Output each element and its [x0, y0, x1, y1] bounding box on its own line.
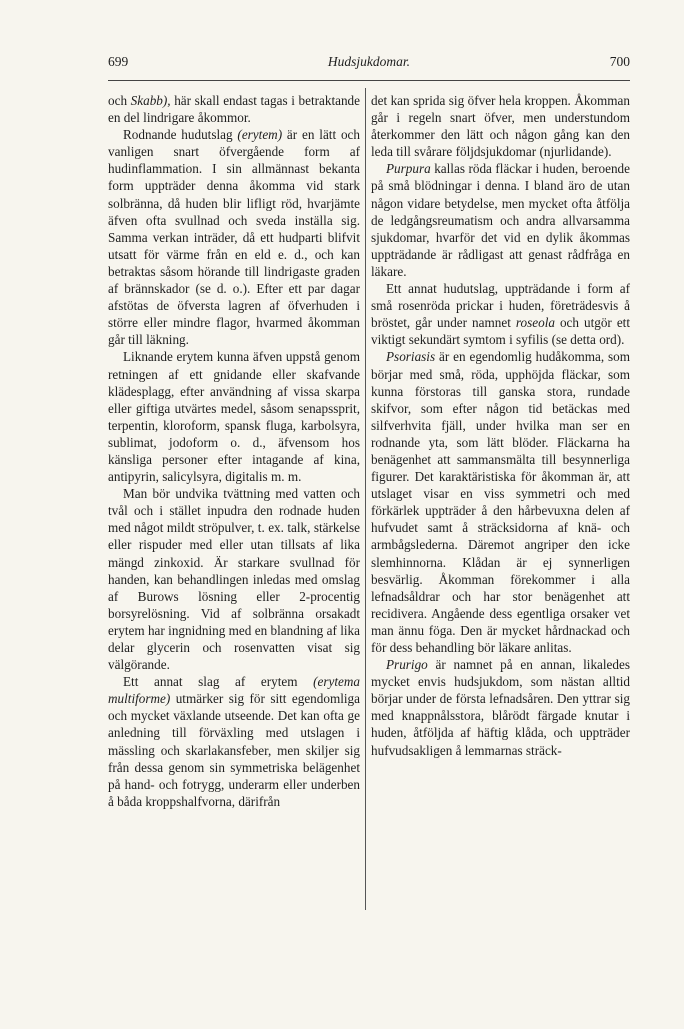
- paragraph-psoriasis: Psoriasis är en egendomlig hudåkomma, som börjar med små, röda, upphöjda fläckar, som kunna förstoras till ganska stora, rundade skifvor, som efter någon tid betäckas med silfverhvita fjäll, under hvilka man ser en rodnande yta, som lätt blöder. Fläckarna ha benägenhet att sammansmälta till besynnerliga figurer. Det karaktäristiska för åkomman är, att utslaget visar en viss symmetri och med förkärlek uppträder å den hårbevuxna delen af hufvudet samt å sträcksidorna af knä- och armbågslederna. Däremot angriper den icke slemhinnorna. Klådan är ej synnerligen besvärlig. Åkomman förekommer i alla lefnadsåldrar och har stor benägenhet att recidivera. Angående dess egentliga orsaker vet man ännu föga. Den är mycket hårdnackad och för dess behandling bör läkare anlitas.: [371, 349, 630, 655]
- paragraph-continuation-right: det kan sprida sig öfver hela kroppen. Åkomman går i regeln snart öfver, men understundom återkommer den lätt och någon gång kan den leda till svårare följdsjukdomar (njurlidande).: [371, 93, 630, 160]
- page-number-right: 700: [609, 54, 630, 69]
- column-divider: [365, 88, 366, 910]
- header-rule: [108, 80, 630, 81]
- paragraph-liknande-erytem: Liknande erytem kunna äfven uppstå genom retningen af ett gnidande eller skafvande klädesplagg, efter användning af vissa skarpa eller giftiga utvärtes medel, såsom senapssprit, terpentin, kloroform, spansk fluga, karbolsyra, sublimat, jodoform o. d., äfvensom hos känsliga personer efter intagande af kina, antipyrin, salicylsyra, digitalis m. m.: [108, 349, 360, 485]
- paragraph-purpura: Purpura kallas röda fläckar i huden, beroende på små blödningar i denna. I bland äro de utan någon vidare betydelse, men mycket ofta åtfölja de ledgångsreumatism och andra allvarsamma sjukdomar, hvarför det vid en dylik åkommas uppträdande är rådligast att genast rådfråga en läkare.: [371, 161, 630, 279]
- paragraph-prurigo: Prurigo är namnet på en annan, likaledes mycket envis hudsjukdom, som nästan alltid börjar under de första lefnadsåren. Den yttrar sig med knappnålsstora, blårödt färgade knutar i huden, åtföljda af häftig klåda, och uppträder hufvudsakligen å lemmarnas sträck-: [371, 657, 630, 758]
- running-title: Hudsjukdomar.: [327, 54, 411, 69]
- paragraph-continuation: och Skabb), här skall endast tagas i betraktande en del lindrigare åkommor.: [108, 93, 361, 126]
- right-column: [371, 92, 630, 759]
- paragraph-treatment: Man bör undvika tvättning med vatten och tvål och i stället inpudra den rodnade huden med något mildt ströpulver, t. ex. talk, stärkelse eller rispuder med eller utan tillsats af lika mängd zinkoxid. Är starkare svullnad för handen, kan behandlingen inledas med omslag af Burows lösning eller 2-procentig borsyrelösning. Vid af solbränna orsakadt erytem har ingnidning med en blandning af lika delar glycerin och rosenvatten visat sig välgörande.: [108, 486, 360, 673]
- paragraph-roseola: Ett annat hudutslag, uppträdande i form af små rosenröda prickar i huden, företrädesvis å bröstet, går under namnet roseola och utgör ett viktigt sekundärt symtom i syfilis (se detta ord).: [371, 281, 631, 348]
- paragraph-erytema-multiforme: Ett annat slag af erytem (erytema multiforme) utmärker sig för sitt egendomliga och mycket växlande utseende. Det kan ofta ge anledning till förväxling med utslagen i mässling och skarlakansfeber, men skiljer sig från dessa genom sin symmetriska belägenhet på hand- och fotrygg, underarm eller underben å båda kroppshalfvorna, därifrån: [108, 674, 360, 809]
- paragraph-erytem: Rodnande hudutslag (erytem) är en lätt och vanligen snart öfvergående form af hudinflammation. I sin allmännast bekanta form uppträder denna åkomma vid stark solbränna, då huden blir lifligt röd, hvarjämte äfven ofta svullnad och sveda inställa sig. Samma verkan inträder, då ett hudparti blifvit utsatt för värme från en eld e. d., och kan betraktas såsom hörande till lindrigaste graden af brännskador (se d. o.). Efter ett par dagar afstötas de öfversta lagren af öfverhuden i större eller mindre flagor, hvarmed åkomman går till läkning.: [108, 127, 360, 348]
- left-column: [108, 92, 360, 810]
- page-header: [108, 54, 630, 76]
- page-number-left: 699: [108, 54, 129, 69]
